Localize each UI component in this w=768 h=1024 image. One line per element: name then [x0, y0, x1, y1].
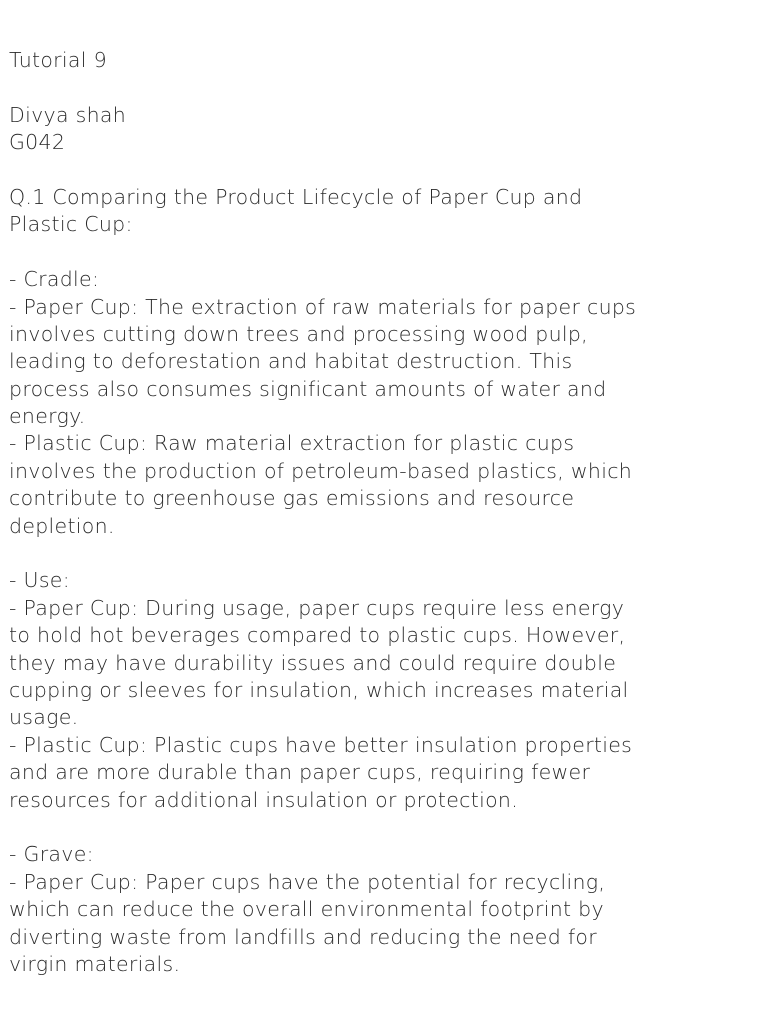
cradle-paper-line: - Paper Cup: The extraction of raw materials for paper cups [9, 294, 637, 319]
use-paper-line: they may have durability issues and could require double [9, 650, 617, 675]
cradle-plastic-line: involves the production of petroleum-based plastics, which [9, 458, 633, 483]
cradle-heading: - Cradle: [9, 267, 100, 292]
author-name: Divya shah [9, 102, 127, 127]
blank-line [9, 74, 761, 101]
grave-paper-line: which can reduce the overall environmental footprint by [9, 897, 604, 922]
cradle-plastic-line: contribute to greenhouse gas emissions and resource [9, 486, 575, 511]
use-plastic-line: resources for additional insulation or protection. [9, 787, 519, 812]
use-paper-line: - Paper Cup: During usage, paper cups require less energy [9, 595, 625, 620]
note-title: Tutorial 9 [9, 48, 107, 72]
note-page [9, 47, 761, 978]
cradle-plastic-line: - Plastic Cup: Raw material extraction for plastic cups [9, 431, 575, 456]
grave-paper-line: diverting waste from landfills and reducing the need for [9, 924, 597, 949]
blank-line [9, 239, 761, 266]
roll-number: G042 [9, 130, 66, 155]
question-line: Plastic Cup: [9, 212, 133, 237]
cradle-paper-line: process also consumes significant amounts of water and [9, 376, 607, 401]
use-plastic-line: and are more durable than paper cups, requiring fewer [9, 760, 591, 785]
grave-paper-line: virgin materials. [9, 951, 181, 976]
use-paper-line: usage. [9, 705, 79, 730]
blank-line [9, 540, 761, 567]
use-paper-line: cupping or sleeves for insulation, which increases material [9, 677, 629, 702]
blank-line [9, 814, 761, 841]
cradle-paper-line: involves cutting down trees and processing wood pulp, [9, 321, 588, 346]
use-paper-line: to hold hot beverages compared to plastic cups. However, [9, 623, 626, 648]
use-plastic-line: - Plastic Cup: Plastic cups have better insulation properties [9, 732, 633, 757]
cradle-plastic-line: depletion. [9, 513, 115, 538]
grave-paper-line: - Paper Cup: Paper cups have the potential for recycling, [9, 869, 606, 894]
blank-line [9, 157, 761, 184]
question-line: Q.1 Comparing the Product Lifecycle of Paper Cup and [9, 184, 583, 209]
use-heading: - Use: [9, 568, 70, 593]
cradle-paper-line: energy. [9, 404, 86, 429]
grave-heading: - Grave: [9, 842, 94, 867]
cradle-paper-line: leading to deforestation and habitat destruction. This [9, 349, 573, 374]
